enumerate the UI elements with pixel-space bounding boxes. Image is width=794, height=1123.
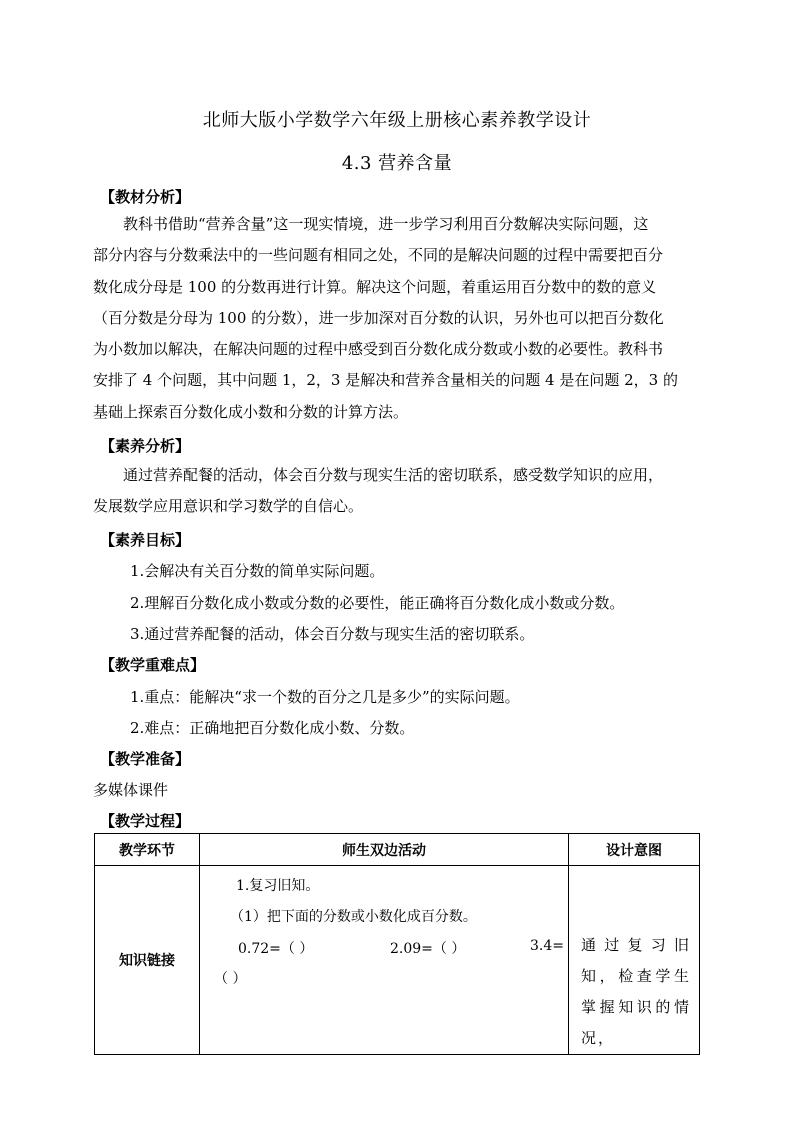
header-activities: 师生双边活动 [200,834,569,866]
exercise-item: 3.4= [530,938,564,954]
section-heading-literacy-analysis: 【素养分析】 [100,437,191,455]
header-teaching-stage: 教学环节 [95,834,200,866]
section-heading-preparation: 【教学准备】 [100,750,191,768]
lesson-subtitle: 4.3 营养含量 [341,153,453,174]
exercise-item: 0.72=（ ） [238,941,314,957]
header-design-intent: 设计意图 [569,834,700,866]
intent-cell [569,866,700,1055]
paragraph-line: 发展数学应用意识和学习数学的自信心。 [93,497,364,516]
design-intent-text: 通过复习旧知，检查学生掌握知识的情况， [581,936,691,1047]
paragraph-line: 基础上探索百分数化成小数和分数的计算方法。 [93,402,409,421]
key-point-item: 1.重点：能解决“求一个数的百分之几是多少”的实际问题。 [130,688,520,706]
key-point-item: 2.难点：正确地把百分数化成小数、分数。 [130,719,415,737]
paragraph-line: （百分数是分母为 100 的分数），进一步加深对百分数的认识，另外也可以把百分数化 [93,308,664,327]
literacy-analysis-paragraph [93,460,707,523]
paragraph-line: 数化成分母是 100 的分数再进行计算。解决这个问题，着重运用百分数中的数的意义 [93,277,657,296]
table-row [95,866,700,1055]
activity-line: （1）把下面的分数或小数化成百分数。 [230,909,477,925]
preparation-text: 多媒体课件 [93,781,169,799]
paragraph-line: 教科书借助“营养含量”这一现实情境，进一步学习利用百分数解决实际问题，这 [123,215,649,233]
table-header-row [95,834,700,866]
exercise-item-continued: （ ） [214,971,247,987]
activity-line: 1.复习旧知。 [236,878,320,894]
paragraph-line: 部分内容与分数乘法中的一些问题有相同之处，不同的是解决问题的过程中需要把百分 [93,246,664,265]
section-heading-literacy-goals: 【素养目标】 [100,531,191,549]
goal-item: 1.会解决有关百分数的简单实际问题。 [130,562,385,580]
document-title: 北师大版小学数学六年级上册核心素养教学设计 [202,110,592,131]
paragraph-line: 通过营养配餐的活动，体会百分数与现实生活的密切联系，感受数学知识的应用， [123,466,664,484]
exercise-item: 2.09=（ ） [390,941,466,957]
section-heading-process: 【教学过程】 [100,812,191,830]
paragraph-line: 为小数加以解决，在解决问题的过程中感受到百分数化成分数或小数的必要性。教科书 [93,340,664,359]
stage-cell: 知识链接 [95,866,200,1055]
goal-item: 3.通过营养配餐的活动，体会百分数与现实生活的密切联系。 [130,625,535,643]
paragraph-line: 安排了 4 个问题，其中问题 1，2，3 是解决和营养含量相关的问题 4 是在问题 2，3 的 [93,371,678,390]
section-heading-key-points: 【教学重难点】 [100,656,206,674]
activity-cell [200,866,569,1055]
textbook-analysis-paragraph [93,209,707,428]
section-heading-textbook-analysis: 【教材分析】 [100,188,191,206]
teaching-process-table [94,833,700,1055]
goal-item: 2.理解百分数化成小数或分数的必要性，能正确将百分数化成小数或分数。 [130,594,625,612]
